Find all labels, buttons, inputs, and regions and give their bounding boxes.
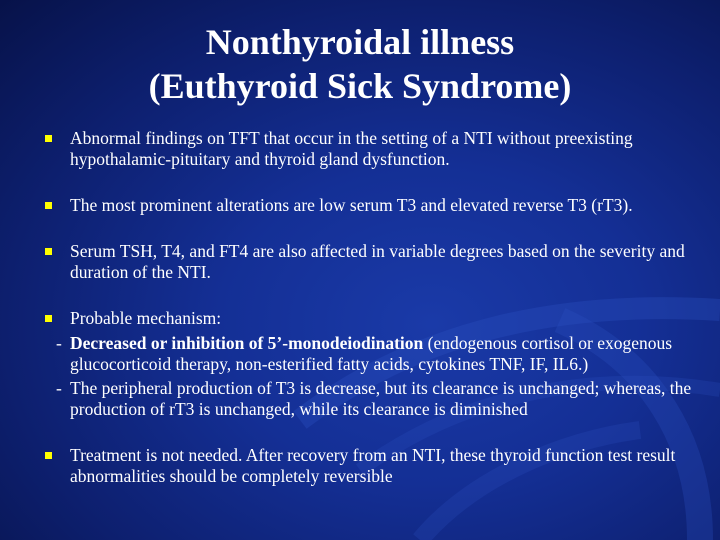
bullet-text: Abnormal findings on TFT that occur in the setting of a NTI without preexisting hypothalamic-pituitary and thyroid gland dysfunction. bbox=[70, 128, 633, 169]
bullet-item bbox=[44, 241, 694, 283]
bullet-text: The most prominent alterations are low serum T3 and elevated reverse T3 (rT3). bbox=[70, 195, 633, 215]
sub-item-text: The peripheral production of T3 is decrease, but its clearance is unchanged; whereas, the production of rT3 is unchanged, while its clearance is diminished bbox=[70, 378, 692, 419]
slide-title bbox=[0, 20, 720, 108]
bullet-item bbox=[44, 195, 694, 216]
bullet-text: Probable mechanism: bbox=[70, 308, 222, 328]
title-line-1: Nonthyroidal illness bbox=[205, 22, 515, 62]
slide-content bbox=[44, 128, 694, 512]
bullet-text: Treatment is not needed. After recovery from an NTI, these thyroid function test result abnormalities should be completely reversible bbox=[70, 445, 676, 486]
sub-item bbox=[44, 378, 694, 420]
bullet-square-icon bbox=[45, 135, 52, 142]
bullet-square-icon bbox=[45, 315, 52, 322]
bullet-item bbox=[44, 308, 694, 329]
bullet-square-icon bbox=[45, 202, 52, 209]
title-line-2: (Euthyroid Sick Syndrome) bbox=[148, 66, 572, 106]
bullet-item bbox=[44, 445, 694, 487]
sub-item-text: (endogenous cortisol or exogenous glucocorticoid therapy, non-esterified fatty acids, cytokines TNF, IF, IL6.) bbox=[70, 333, 673, 374]
sub-item-dash: - bbox=[56, 378, 62, 398]
bullet-text: Serum TSH, T4, and FT4 are also affected in variable degrees based on the severity and duration of the NTI. bbox=[70, 241, 685, 282]
bullet-item bbox=[44, 128, 694, 170]
bullet-square-icon bbox=[45, 248, 52, 255]
sub-item bbox=[44, 333, 694, 375]
sub-item-bold-text: Decreased or inhibition of 5’-monodeiodination bbox=[70, 333, 424, 353]
sub-item-dash: - bbox=[56, 333, 62, 353]
bullet-square-icon bbox=[45, 452, 52, 459]
